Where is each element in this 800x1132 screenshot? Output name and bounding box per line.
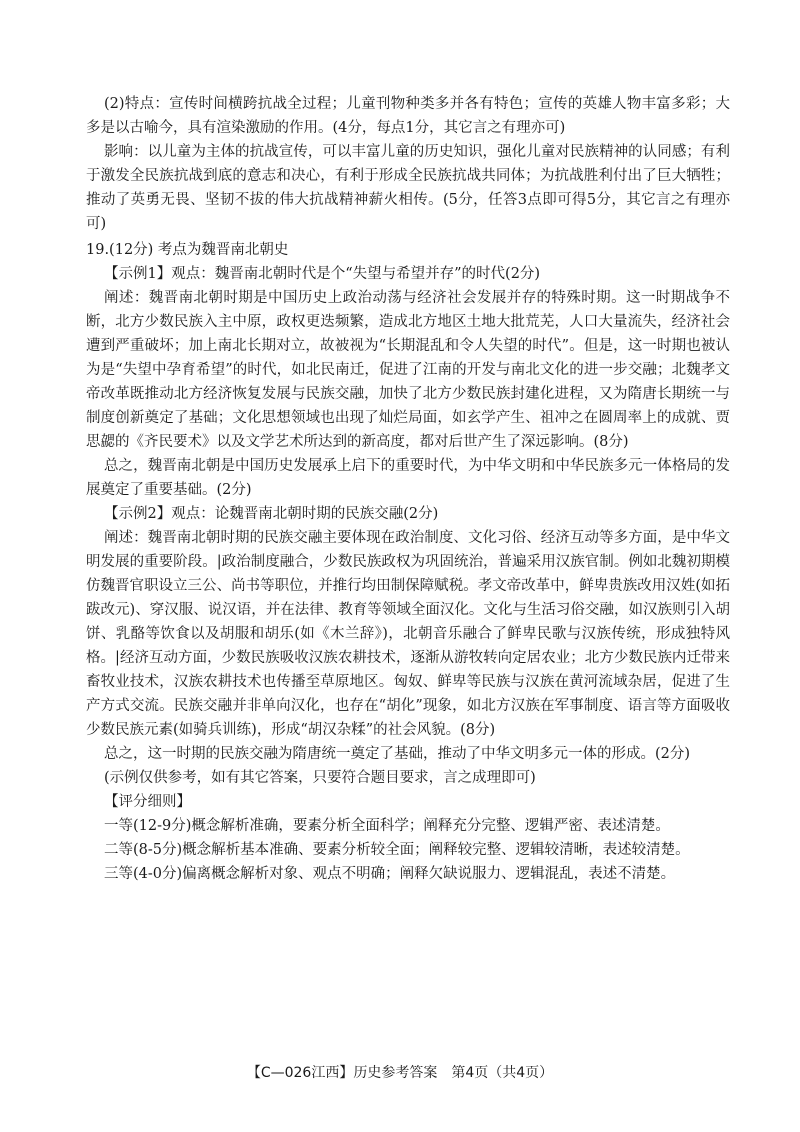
scoring-grade-1: 一等(12-9分)概念解析准确，要素分析全面科学；阐释充分完整、逻辑严密、表述清楚。 (104, 818, 670, 834)
question-19-heading: 19.(12分) 考点为魏晋南北朝史 (86, 242, 289, 258)
scoring-rules-heading: 【评分细则】 (104, 794, 191, 810)
example-1-elaboration: 阐述：魏晋南北朝时期是中国历史上政治动荡与经济社会发展并存的特殊时期。这一时期战争不断，北方少数民族入主中原，政权更迭频繁，造成北方地区土地大批荒芜，人口大量流失，经济社会遭到严重破坏；加上南北长期对立，故被视为“长期混乱和令人失望的时代”。但是，这一时期也被认为是“失望中孕育希望”的时代，如北民南迁，促进了江南的开发与南北文化的进一步交融；北魏孝文帝改革既推动北方经济恢复发展与民族交融，加快了北方少数民族封建化进程，又为隋唐长期统一与制度创新奠定了基础；文化思想领域也出现了灿烂局面，如玄学产生、祖冲之在圆周率上的成就、贾思勰的《齐民要术》以及文学艺术所达到的新高度，都对后世产生了深远影响。(8分) (86, 290, 730, 450)
example-1-conclusion: 总之，魏晋南北朝是中国历史发展承上启下的重要时代，为中华文明和中华民族多元一体格局的发展奠定了重要基础。(2分) (86, 458, 730, 498)
example-note: (示例仅供参考，如有其它答案，只要符合题目要求，言之成理即可) (104, 770, 536, 786)
scoring-grade-3: 三等(4-0分)偏离概念解析对象、观点不明确；阐释欠缺说服力、逻辑混乱，表述不清楚。 (104, 866, 676, 882)
scoring-grade-2: 二等(8-5分)概念解析基本准确、要素分析较全面；阐释较完整、逻辑较清晰，表述较清楚。 (104, 842, 690, 858)
page-footer: 【C—026江西】历史参考答案 第4页（共4页） (246, 1065, 554, 1081)
example-2-elaboration: 阐述：魏晋南北朝时期的民族交融主要体现在政治制度、文化习俗、经济互动等多方面，是中华文明发展的重要阶段。|政治制度融合，少数民族政权为巩固统治，普遍采用汉族官制。例如北魏初期模仿魏晋官职设立三公、尚书等职位，并推行均田制保障赋税。孝文帝改革中，鲜卑贵族改用汉姓(如拓跋改元)、穿汉服、说汉语，并在法律、教育等领域全面汉化。文化与生活习俗交融，如汉族则引入胡饼、乳酪等饮食以及胡服和胡乐(如《木兰辞》)，北朝音乐融合了鲜卑民歌与汉族传统，形成独特风格。|经济互动方面，少数民族吸收汉族农耕技术，逐渐从游牧转向定居农业；北方少数民族内迁带来畜牧业技术，汉族农耕技术也传播至草原地区。匈奴、鲜卑等民族与汉族在黄河流域杂居，促进了生产方式交流。民族交融并非单向汉化，也存在“胡化”现象，如北方汉族在军事制度、语言等方面吸收少数民族元素(如骑兵训练)，形成“胡汉杂糅”的社会风貌。(8分) (86, 530, 730, 738)
answer-2-features: (2)特点：宣传时间横跨抗战全过程；儿童刊物种类多并各有特色；宣传的英雄人物丰富多彩；大多是以古喻今，具有渲染激励的作用。(4分，每点1分，其它言之有理亦可) (86, 96, 730, 136)
example-2-conclusion: 总之，这一时期的民族交融为隋唐统一奠定了基础，推动了中华文明多元一体的形成。(2分) (104, 746, 691, 762)
example-1-viewpoint: 【示例1】观点：魏晋南北朝时代是个“失望与希望并存”的时代(2分) (104, 266, 541, 282)
example-2-viewpoint: 【示例2】观点：论魏晋南北朝时期的民族交融(2分) (104, 506, 439, 522)
answer-2-impact: 影响：以儿童为主体的抗战宣传，可以丰富儿童的历史知识，强化儿童对民族精神的认同感；有利于激发全民族抗战到底的意志和决心，有利于形成全民族抗战共同体；为抗战胜利付出了巨大牺牲；推动了英勇无畏、坚韧不拔的伟大抗战精神薪火相传。(5分，任答3点即可得5分，其它言之有理亦可) (86, 144, 730, 232)
